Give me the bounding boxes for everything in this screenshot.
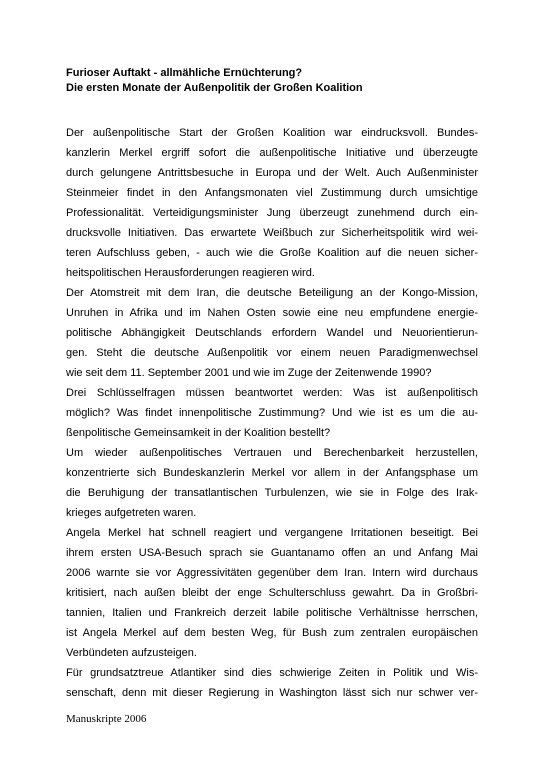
text-line: Professionalität. Verteidigungsminister Jung überzeugt zunehmend durch ein- — [66, 207, 478, 219]
text-line: möglich? Was findet innenpolitische Zustimmung? Und wie ist es um die au- — [66, 407, 478, 419]
paragraph — [66, 283, 478, 383]
text-line: teren Aufschluss geben, - auch wie die Große Koalition auf die neuen sicher- — [66, 247, 478, 259]
text-line: kritisiert, nach außen bleibt der enge Schulterschluss gewahrt. Da in Großbri- — [66, 587, 478, 599]
text-line: senschaft, denn mit dieser Regierung in Washington lässt sich nur schwer ver- — [66, 687, 478, 699]
title-line-1: Furioser Auftakt - allmähliche Ernüchterung? — [66, 67, 303, 79]
text-line: kanzlerin Merkel ergriff sofort die außenpolitische Initiative und überzeugte — [66, 147, 478, 159]
text-line: Verbündeten aufzusteigen. — [66, 647, 197, 659]
text-line: ihrem ersten USA-Besuch sprach sie Guantanamo offen an und Anfang Mai — [66, 547, 478, 559]
paragraph — [66, 443, 478, 523]
text-line: gen. Steht die deutsche Außenpolitik vor einem neuen Paradigmenwechsel — [66, 347, 478, 359]
text-line: durch gelungene Antrittsbesuche in Europa und der Welt. Auch Außenminister — [66, 167, 478, 179]
text-line: krieges aufgetreten waren. — [66, 507, 197, 519]
text-line: wie seit dem 11. September 2001 und wie im Zuge der Zeitenwende 1990? — [66, 367, 432, 379]
text-line: ßenpolitische Gemeinsamkeit in der Koalition bestellt? — [66, 427, 331, 439]
paragraph — [66, 123, 478, 283]
text-line: Der Atomstreit mit dem Iran, die deutsche Beteiligung an der Kongo-Mission, — [66, 287, 478, 299]
paragraph — [66, 383, 478, 443]
body-text — [66, 123, 478, 703]
text-line: Steinmeier findet in den Anfangsmonaten viel Zustimmung durch umsichtige — [66, 187, 478, 199]
text-line: Angela Merkel hat schnell reagiert und vergangene Irritationen beseitigt. Bei — [66, 527, 478, 539]
text-line: 2006 warnte sie vor Aggressivitäten gegenüber dem Iran. Intern wird durchaus — [66, 567, 478, 579]
paragraph — [66, 663, 478, 703]
document-page — [66, 66, 478, 703]
text-line: tannien, Italien und Frankreich derzeit labile politische Verhältnisse herrschen, — [66, 607, 478, 619]
paragraph — [66, 523, 478, 663]
text-line: drucksvolle Initiativen. Das erwartete Weißbuch zur Sicherheitspolitik wird wei- — [66, 227, 478, 239]
title-line-2: Die ersten Monate der Außenpolitik der Großen Koalition — [66, 82, 363, 94]
text-line: Der außenpolitische Start der Großen Koalition war eindrucksvoll. Bundes- — [66, 127, 478, 139]
footer-text: Manuskripte 2006 — [66, 713, 147, 725]
text-line: die Beruhigung der transatlantischen Turbulenzen, wie sie in Folge des Irak- — [66, 487, 478, 499]
text-line: Um wieder außenpolitisches Vertrauen und Berechenbarkeit herzustellen, — [66, 447, 478, 459]
document-title — [66, 66, 478, 96]
text-line: ist Angela Merkel auf dem besten Weg, für Bush zum zentralen europäischen — [66, 627, 478, 639]
text-line: heitspolitischen Herausforderungen reagieren wird. — [66, 267, 315, 279]
text-line: Unruhen in Afrika und im Nahen Osten sowie eine neu empfundene energie- — [66, 307, 478, 319]
text-line: Für grundsatztreue Atlantiker sind dies schwierige Zeiten in Politik und Wis- — [66, 667, 478, 679]
text-line: politische Abhängigkeit Deutschlands erfordern Wandel und Neuorientierun- — [66, 327, 478, 339]
text-line: Drei Schlüsselfragen müssen beantwortet werden: Was ist außenpolitisch — [66, 387, 478, 399]
text-line: konzentrierte sich Bundeskanzlerin Merkel vor allem in der Anfangsphase um — [66, 467, 478, 479]
